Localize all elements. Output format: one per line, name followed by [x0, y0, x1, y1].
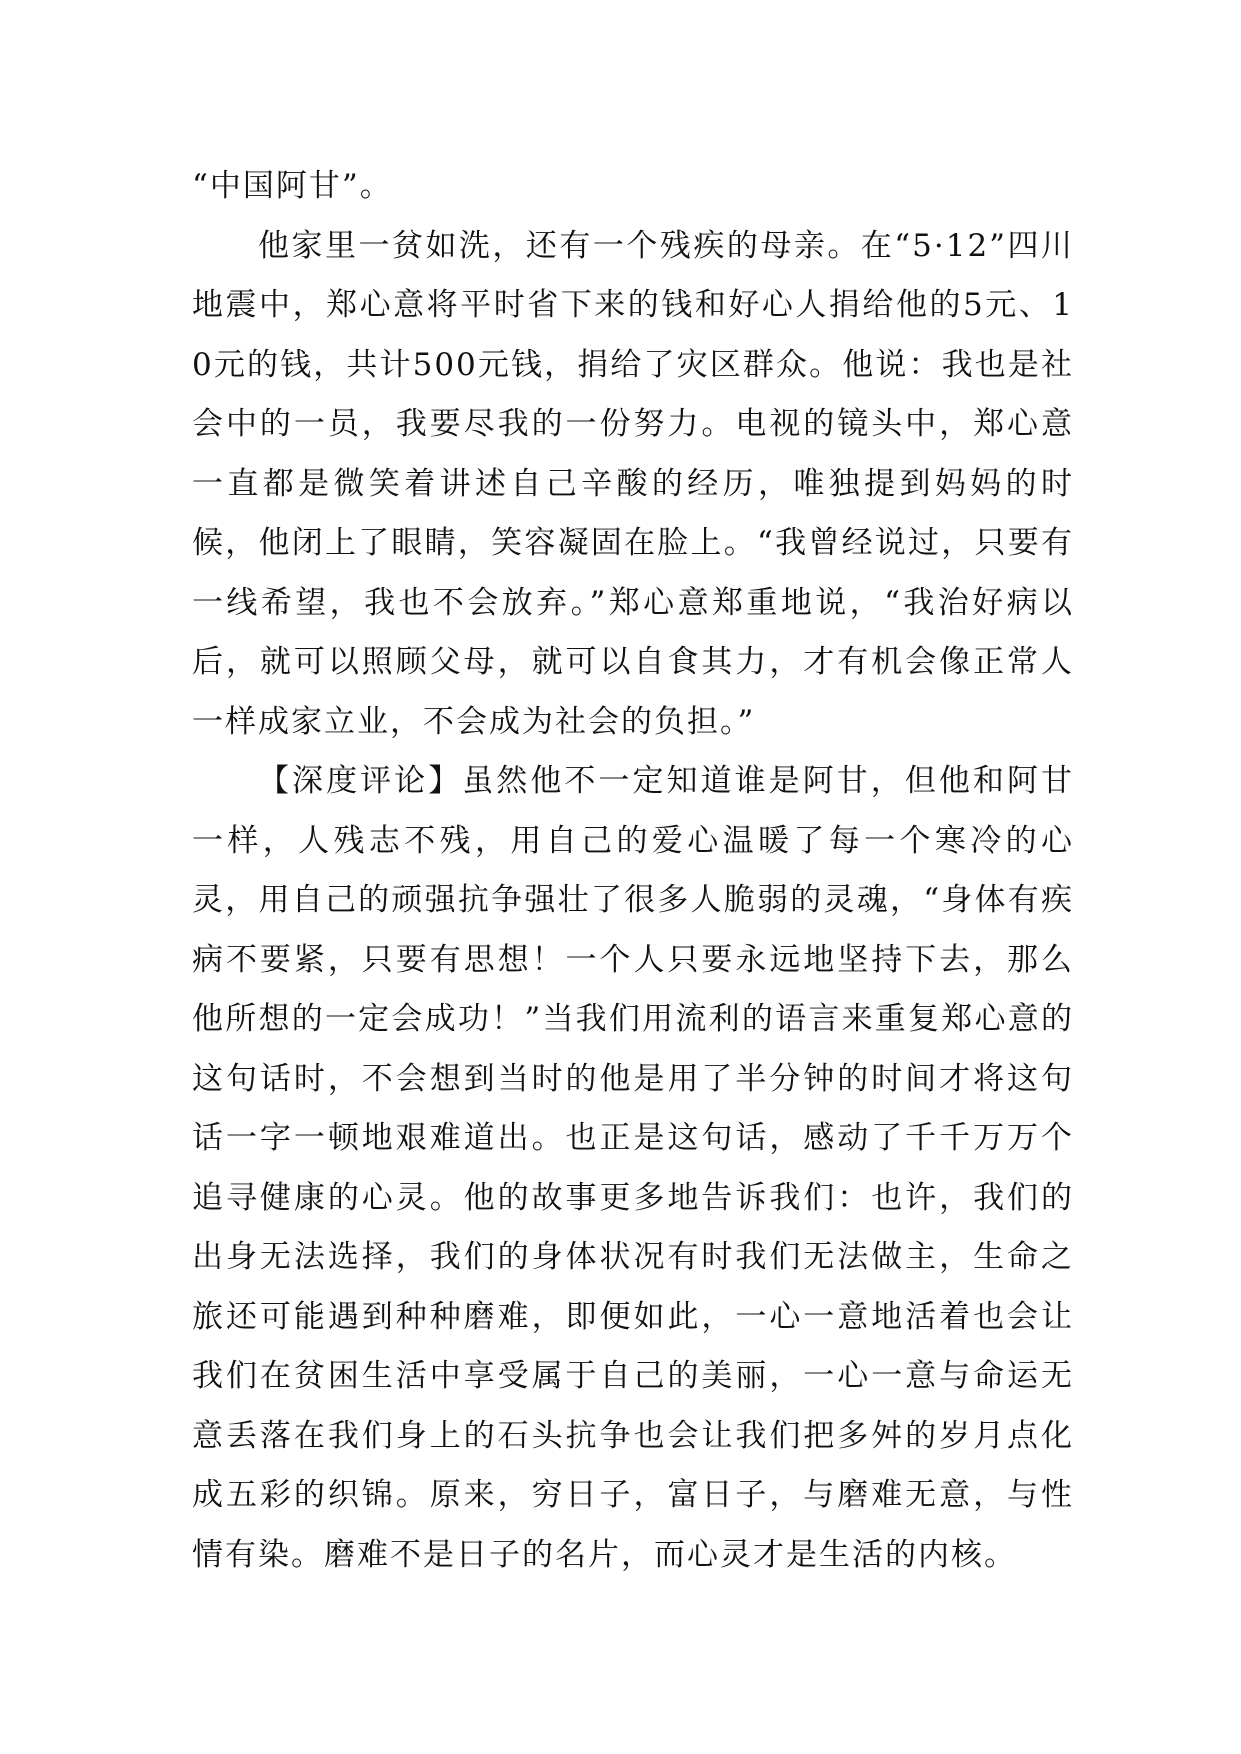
paragraph-commentary: 【深度评论】虽然他不一定知道谁是阿甘，但他和阿甘一样，人残志不残，用自己的爱心温暖了每一个寒冷的心灵，用自己的顽强抗争强壮了很多人脆弱的灵魂，“身体有疾病不要紧，只要有思想！一个人只要永远地坚持下去，那么他所想的一定会成功！”当我们用流利的语言来重复郑心意的这句话时，不会想到当时的他是用了半分钟的时间才将这句话一字一顿地艰难道出。也正是这句话，感动了千千万万个追寻健康的心灵。他的故事更多地告诉我们：也许，我们的出身无法选择，我们的身体状况有时我们无法做主，生命之旅还可能遇到种种磨难，即便如此，一心一意地活着也会让我们在贫困生活中享受属于自己的美丽，一心一意与命运无意丢落在我们身上的石头抗争也会让我们把多舛的岁月点化成五彩的织锦。原来，穷日子，富日子，与磨难无意，与性情有染。磨难不是日子的名片，而心灵才是生活的内核。	[192, 763, 1074, 1573]
paragraph-story: 他家里一贫如洗，还有一个残疾的母亲。在“5·12”四川地震中，郑心意将平时省下来的钱和好心人捐给他的5元、10元的钱，共计500元钱，捐给了灾区群众。他说：我也是社会中的一员，我要尽我的一份努力。电视的镜头中，郑心意一直都是微笑着讲述自己辛酸的经历，唯独提到妈妈的时候，他闭上了眼睛，笑容凝固在脸上。“我曾经说过，只要有一线希望，我也不会放弃。”郑心意郑重地说，“我治好病以后，就可以照顾父母，就可以自食其力，才有机会像正常人一样成家立业，不会成为社会的负担。”	[192, 227, 1074, 740]
paragraph-continuation: “中国阿甘”。	[192, 168, 393, 204]
document-page	[192, 157, 1074, 1585]
